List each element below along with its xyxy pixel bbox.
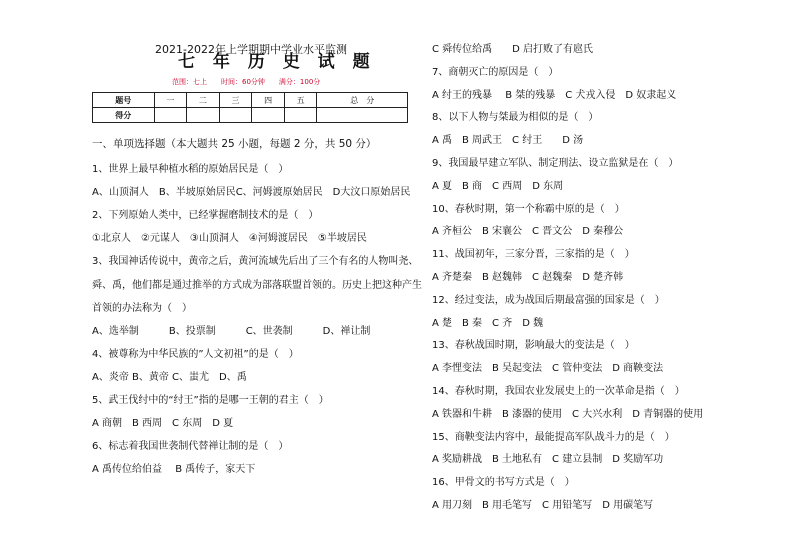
- right-text-line: A 楚 B 秦 C 齐 D 魏: [432, 317, 544, 329]
- score-cell: [187, 108, 220, 123]
- right-text-line: C 舜传位给禹 D 启打败了有扈氏: [432, 44, 594, 55]
- right-text-line: A 夏 B 商 C 西周 D 东周: [432, 180, 564, 192]
- right-text-line: 11、战国初年，三家分晋，三家指的是（ ）: [432, 249, 635, 261]
- score-cell: 四: [252, 93, 285, 108]
- score-table-score-row: [93, 108, 408, 123]
- left-text-line: 舜、禹，他们都是通过推举的方式成为部落联盟首领的。历史上把这种产生: [92, 279, 422, 291]
- left-text-line: A 商朝 B 西周 C 东周 D 夏: [92, 418, 234, 430]
- right-text-line: A 李悝变法 B 吴起变法 C 管仲变法 D 商鞅变法: [432, 363, 664, 375]
- score-cell: 二: [187, 93, 220, 108]
- right-text-line: A 奖励耕战 B 土地私有 C 建立县制 D 奖励军功: [432, 454, 664, 466]
- score-cell: 五: [284, 93, 317, 108]
- left-text-line: 1、世界上最早种植水稻的原始居民是（ ）: [92, 164, 289, 175]
- right-text-line: 8、以下人物与桀最为相似的是（ ）: [432, 112, 599, 124]
- right-text-line: 14、春秋时期，我国农业发展史上的一次革命是指（ ）: [432, 386, 685, 397]
- left-text-line: A、选举制 B、投票制 C、世袭制 D、禅让制: [92, 325, 371, 337]
- right-text-line: A 齐楚秦 B 赵魏韩 C 赵魏秦 D 楚齐韩: [432, 272, 624, 283]
- score-cell: [219, 108, 252, 123]
- left-text-line: A 禹传位给伯益 B 禹传子，家天下: [92, 464, 256, 476]
- score-cell: 题号: [93, 93, 155, 108]
- section-title: 一、单项选择题（本大题共 25 小题，每题 2 分，共 50 分）: [92, 138, 377, 150]
- exam-subject: 七 年 历 史 试 题: [178, 52, 376, 72]
- right-text-line: 10、春秋时期，第一个称霸中原的是（ ）: [432, 203, 625, 215]
- right-text-line: 12、经过变法，成为战国后期最富强的国家是（ ）: [432, 294, 665, 306]
- right-text-line: 13、春秋战国时期，影响最大的变法是（ ）: [432, 340, 635, 352]
- exam-title: 2021-2022年上学期期中学业水平监测: [155, 43, 347, 56]
- right-text-line: A 纣王的残暴 B 桀的残暴 C 犬戎入侵 D 奴隶起义: [432, 89, 677, 101]
- left-text-line: 首领的办法称为（ ）: [92, 302, 192, 314]
- left-text-line: 6、标志着我国世袭制代替禅让制的是（ ）: [92, 441, 289, 453]
- right-text-line: A 齐桓公 B 宋襄公 C 晋文公 D 秦穆公: [432, 226, 624, 238]
- left-text-line: 2、下列原始人类中，已经掌握磨制技术的是（ ）: [92, 210, 319, 222]
- right-text-line: 16、甲骨文的书写方式是（ ）: [432, 477, 575, 489]
- left-text-line: 3、我国神话传说中，黄帝之后，黄河流域先后出了三个有名的人物叫尧、: [92, 256, 419, 268]
- right-text-line: A 用刀刻 B 用毛笔写 C 用铅笔写 D 用碳笔写: [432, 500, 654, 511]
- score-cell: [252, 108, 285, 123]
- left-text-line: A、炎帝 B、黄帝 C、蚩尤 D、禹: [92, 371, 247, 383]
- score-table: [92, 92, 408, 123]
- exam-info: 范围：七上 时间：60分钟 满分：100分: [172, 78, 321, 86]
- left-text-line: 4、被尊称为中华民族的”人文初祖”的是（ ）: [92, 348, 299, 360]
- score-cell: [284, 108, 317, 123]
- score-cell: 总 分: [317, 93, 408, 108]
- score-cell: [317, 108, 408, 123]
- left-text-line: 5、武王伐纣中的“纣王”指的是哪一王朝的君主（ ）: [92, 395, 329, 406]
- right-text-line: 9、我国最早建立军队、制定刑法、设立监狱是在（ ）: [432, 158, 679, 169]
- score-table-header-row: [93, 93, 408, 108]
- score-cell: 一: [154, 93, 187, 108]
- score-cell: 三: [219, 93, 252, 108]
- score-cell: [154, 108, 187, 123]
- right-text-line: 7、商朝灭亡的原因是（ ）: [432, 66, 559, 78]
- right-text-line: A 禹 B 周武王 C 纣王 D 汤: [432, 135, 584, 147]
- left-text-line: ①北京人 ②元谋人 ③山顶洞人 ④河姆渡居民 ⑤半坡居民: [92, 233, 367, 245]
- left-text-line: A、山顶洞人 B、半坡原始居民C、河姆渡原始居民 D大汶口原始居民: [92, 187, 411, 199]
- score-cell: 得分: [93, 108, 155, 123]
- right-text-line: 15、商鞅变法内容中，最能提高军队战斗力的是（ ）: [432, 431, 675, 443]
- right-text-line: A 铁器和牛耕 B 漆器的使用 C 大兴水利 D 青铜器的使用: [432, 408, 704, 420]
